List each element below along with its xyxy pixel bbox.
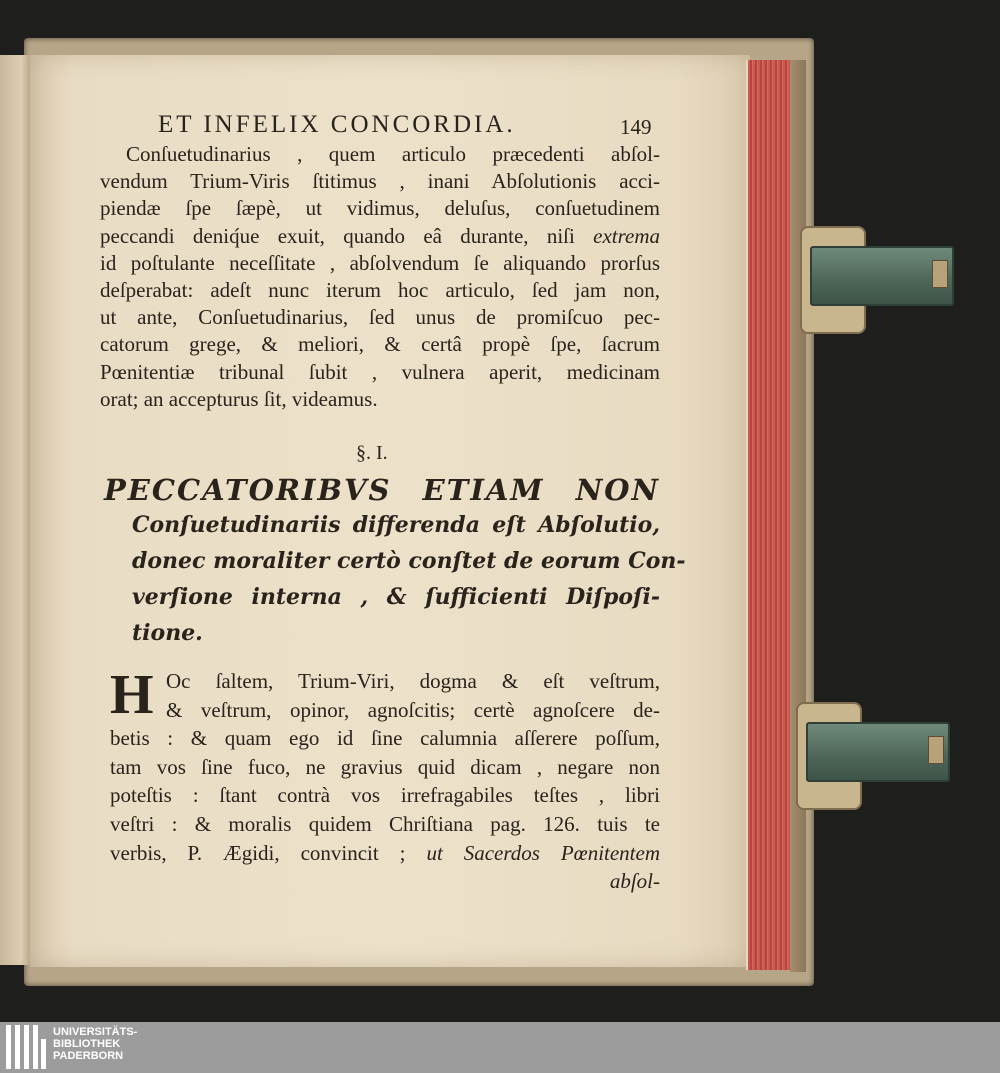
italic-segment: ut Sacerdos Pœnitentem: [426, 840, 660, 865]
facing-page-edge: [0, 55, 31, 965]
footer-bar: [0, 1022, 1000, 1073]
paragraph-2: [110, 664, 660, 896]
text-line: tam vos ſine fuco, ne gravius quid dicam , negare non: [110, 754, 660, 779]
text-line: orat; an accepturus ſit, videamus.: [100, 386, 378, 411]
clasp-pin: [928, 736, 944, 764]
logo-line: UNIVERSITÄTS-: [53, 1026, 138, 1038]
library-logo-icon: [6, 1025, 46, 1069]
text-line: Pœnitentiæ tribunal ſubit , vulnera aperit, medicinam: [100, 359, 660, 384]
heading-line: verſione interna , & ſufficienti Diſpoſi-: [132, 584, 660, 610]
section-heading: [104, 473, 686, 651]
text-segment: verbis, P. Ægidi, convincit ;: [110, 840, 427, 865]
heading-line: PECCATORIBVS ETIAM NON: [104, 473, 660, 507]
library-logo-text: [53, 1026, 137, 1062]
text-line: deſperabat: adeſt nunc iterum hoc articulo, ſed jam non,: [100, 278, 660, 303]
paragraph-1: [100, 141, 660, 413]
text-line: betis : & quam ego id ſine calumnia aſſerere poſſum,: [110, 726, 660, 751]
text-line: id poſtulante neceſſitate , abſolvendum ſe aliquando prorſus: [100, 250, 660, 275]
text-line: piendæ ſpe ſæpè, ut vidimus, deluſus, conſuetudinem: [100, 196, 660, 221]
logo-line: BIBLIOTHEK: [53, 1038, 121, 1050]
text-line: Oc ſaltem, Trium-Viri, dogma & eſt veſtrum,: [166, 669, 660, 693]
upper-clasp: [800, 226, 950, 330]
red-fore-edge: [746, 60, 794, 970]
page-number: 149: [620, 115, 652, 139]
text-line: [100, 223, 660, 250]
drop-cap: H: [110, 664, 154, 726]
lower-clasp: [796, 702, 946, 806]
text-line: ut ante, Conſuetudinarius, ſed unus de promiſcuo pec-: [100, 305, 660, 330]
text-line: veſtri : & moralis quidem Chriſtiana pag. 126. tuis te: [110, 811, 660, 836]
text-segment: peccandi deniq́ue exuit, quando eâ durante, niſi: [100, 223, 594, 248]
text-line: vendum Trium-Viris ſtitimus , inani Abſolutionis acci-: [100, 169, 660, 194]
running-head: ET INFELIX CONCORDIA.: [158, 111, 516, 138]
logo-line: PADERBORN: [53, 1050, 124, 1062]
heading-line: tione.: [132, 620, 203, 646]
text-line: [110, 839, 660, 868]
heading-line: donec moraliter certò conſtet de eorum Con-: [132, 548, 686, 574]
clasp-pin: [932, 260, 948, 288]
heading-line: Conſuetudinariis differenda eſt Abſolutio,: [132, 512, 660, 538]
text-line: poteſtis : ſtant contrà vos irrefragabiles teſtes , libri: [110, 783, 660, 808]
text-line: Conſuetudinarius , quem articulo præcedenti abſol-: [126, 142, 660, 166]
catchword: abſol-: [609, 869, 660, 894]
binding-edge: [790, 60, 806, 972]
page-text: [30, 55, 750, 967]
italic-segment: extrema: [593, 223, 660, 248]
section-mark: §. I.: [356, 442, 388, 464]
text-line: catorum grege, & meliori, & certâ propè ſpe, ſacrum: [100, 332, 660, 357]
text-line: & veſtrum, opinor, agnoſcitis; certè agnoſcere de-: [166, 697, 660, 722]
